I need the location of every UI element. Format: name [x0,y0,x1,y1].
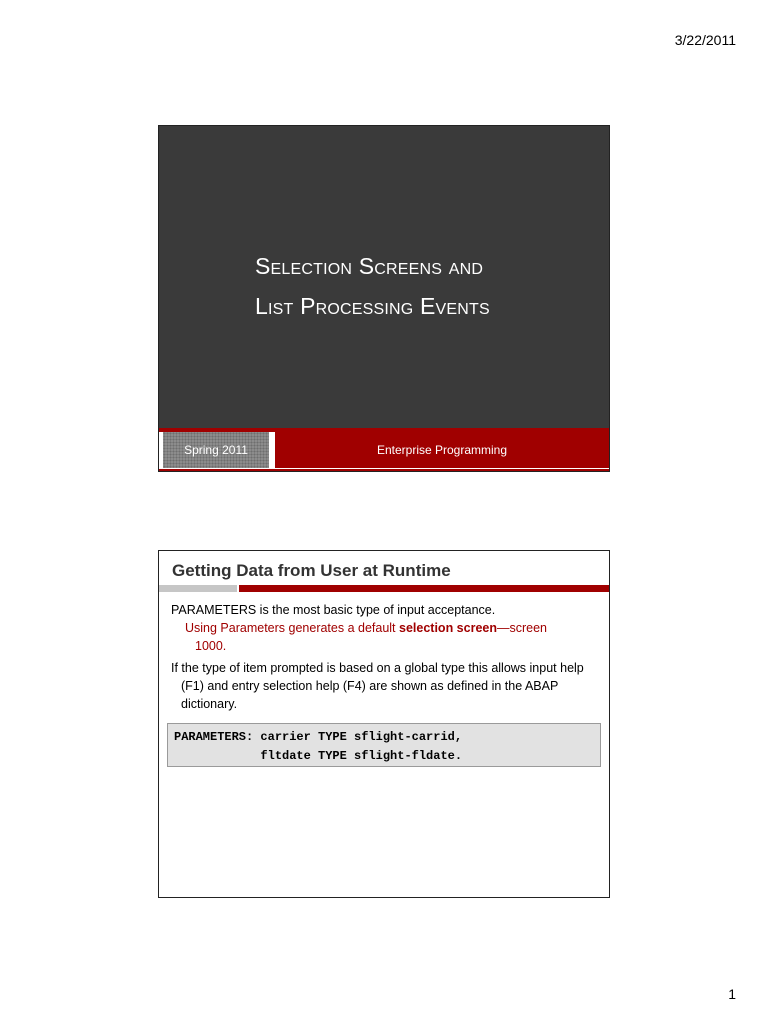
heading-rule-red [239,585,609,592]
sub-bullet-text-cont: 1000. [195,639,227,653]
slide-title-line-2: List Processing Events [255,293,490,319]
code-line-1: PARAMETERS: carrier TYPE sflight-carrid, [174,730,463,744]
slide-title-line-1: Selection Screens and [255,253,484,279]
slide-title [255,246,490,326]
sub-bullet-text-bold: selection screen [399,621,497,635]
slide-body [171,601,599,713]
bullet-parameters: PARAMETERS is the most basic type of input acceptance. [171,603,496,617]
heading-rule-grey [159,585,237,592]
title-slide [158,125,610,472]
footer-bottom-rule [159,469,609,471]
title-slide-background [159,126,609,428]
content-slide [158,550,610,898]
footer-term: Spring 2011 [163,432,269,468]
sub-bullet-text-post: —screen [496,621,548,635]
bullet-global-type: If the type of item prompted is based on a global type this allows input help (F1) and entry selection help (F4) are shown as defined in the ABAP dictionary. [171,661,584,711]
slide-heading: Getting Data from User at Runtime [172,561,451,580]
page-number: 1 [728,986,736,1002]
page-date: 3/22/2011 [674,32,736,48]
code-block [167,723,601,767]
sub-bullet-selection-screen [171,619,599,655]
footer-course: Enterprise Programming [275,432,609,468]
sub-bullet-text-pre: Using Parameters generates a default [185,621,400,635]
code-line-2: fltdate TYPE sflight-fldate. [174,749,463,763]
